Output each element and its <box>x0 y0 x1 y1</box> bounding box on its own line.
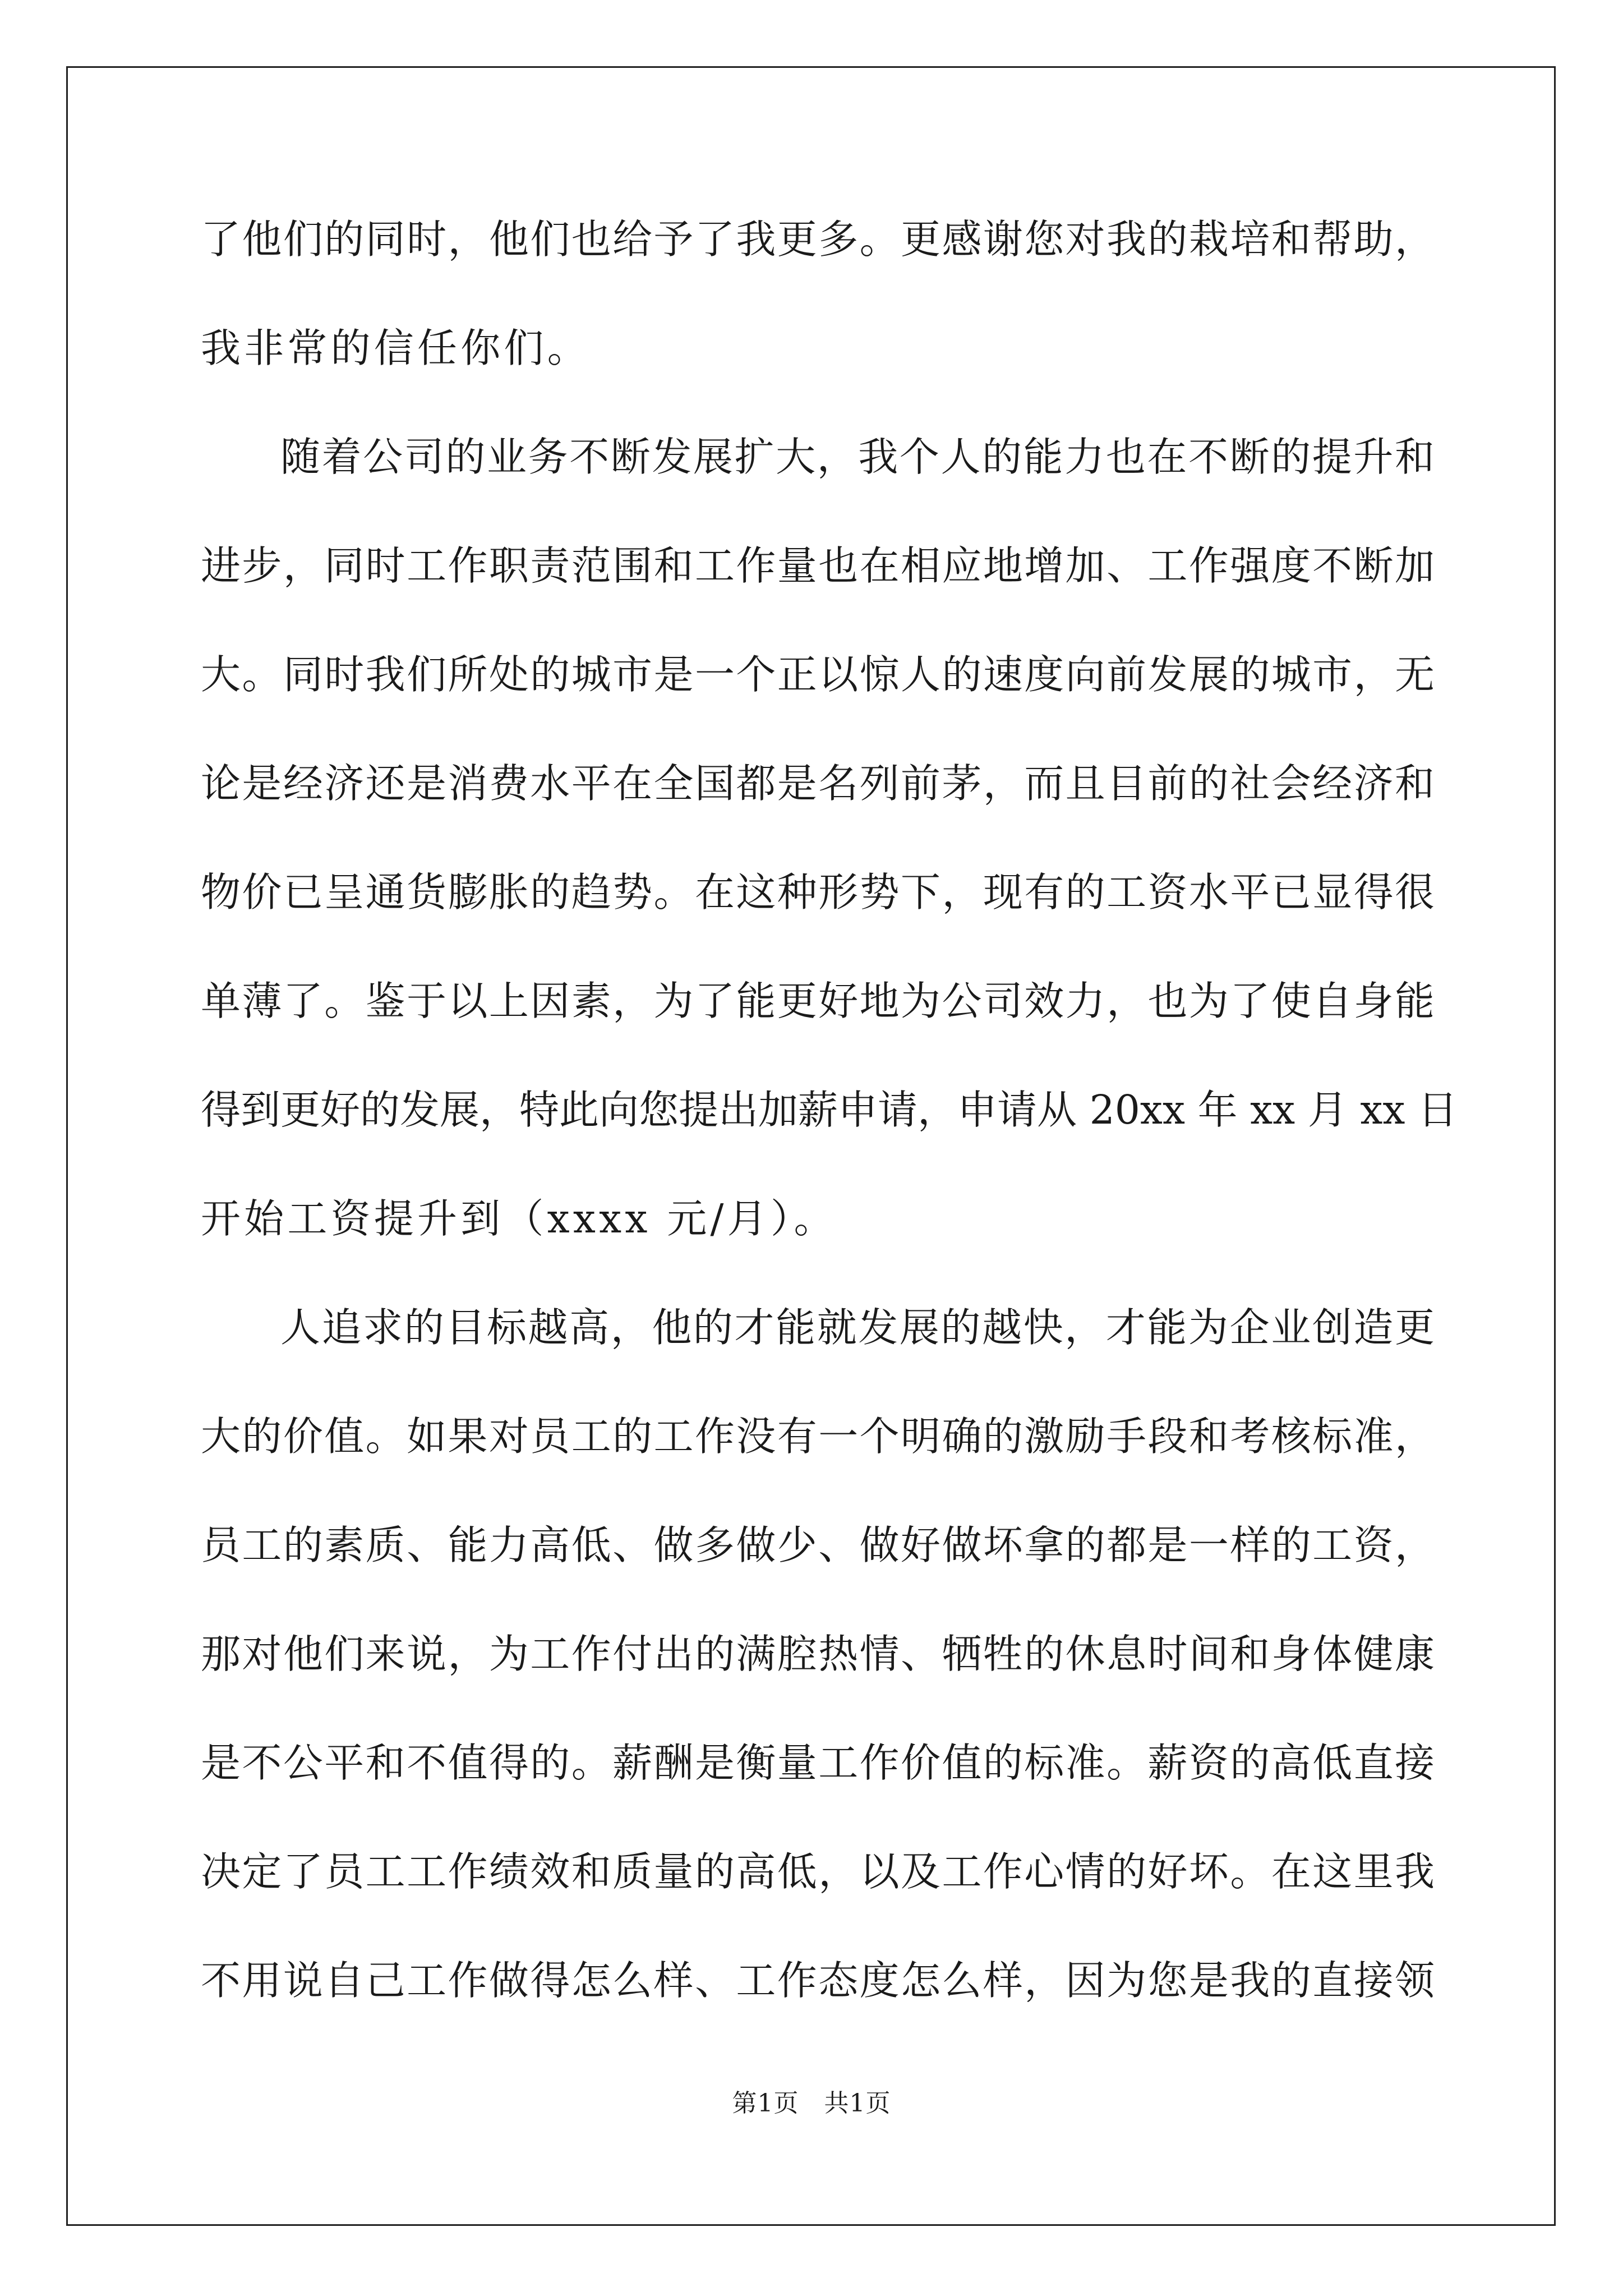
document-body <box>201 185 1458 2035</box>
text-line: 大。同时我们所处的城市是一个正以惊人的速度向前发展的城市，无 <box>201 651 1435 698</box>
text-line: 随着公司的业务不断发展扩大，我个人的能力也在不断的提升和 <box>280 434 1435 480</box>
text-line: 员工的素质、能力高低、做多做少、做好做坏拿的都是一样的工资， <box>201 1522 1435 1568</box>
text-line: 人追求的目标越高，他的才能就发展的越快，才能为企业创造更 <box>280 1304 1435 1351</box>
text-line: 进步，同时工作职责范围和工作量也在相应地增加、工作强度不断加 <box>201 542 1435 589</box>
text-line: 那对他们来说，为工作付出的满腔热情、牺牲的休息时间和身体健康 <box>201 1631 1435 1677</box>
page-footer <box>0 2087 1623 2120</box>
text-line: 我非常的信任你们。 <box>201 325 591 371</box>
text-line: 大的价值。如果对员工的工作没有一个明确的激励手段和考核标准， <box>201 1413 1435 1460</box>
page-number: 第1页 共1页 <box>732 2089 891 2118</box>
text-line: 决定了员工工作绩效和质量的高低，以及工作心情的好坏。在这里我 <box>201 1848 1435 1895</box>
text-line: 开始工资提升到（xxxx 元/月）。 <box>201 1195 837 1242</box>
text-line: 了他们的同时，他们也给予了我更多。更感谢您对我的栽培和帮助， <box>201 216 1435 263</box>
text-line: 不用说自己工作做得怎么样、工作态度怎么样，因为您是我的直接领 <box>201 1957 1435 2004</box>
text-line: 论是经济还是消费水平在全国都是名列前茅，而且目前的社会经济和 <box>201 760 1435 807</box>
text-line: 得到更好的发展，特此向您提出加薪申请，申请从 20xx 年 xx 月 xx 日 <box>201 1087 1458 1133</box>
text-line: 物价已呈通货膨胀的趋势。在这种形势下，现有的工资水平已显得很 <box>201 869 1435 915</box>
text-line: 单薄了。鉴于以上因素，为了能更好地为公司效力，也为了使自身能 <box>201 978 1435 1024</box>
text-line: 是不公平和不值得的。薪酬是衡量工作价值的标准。薪资的高低直接 <box>201 1740 1435 1786</box>
